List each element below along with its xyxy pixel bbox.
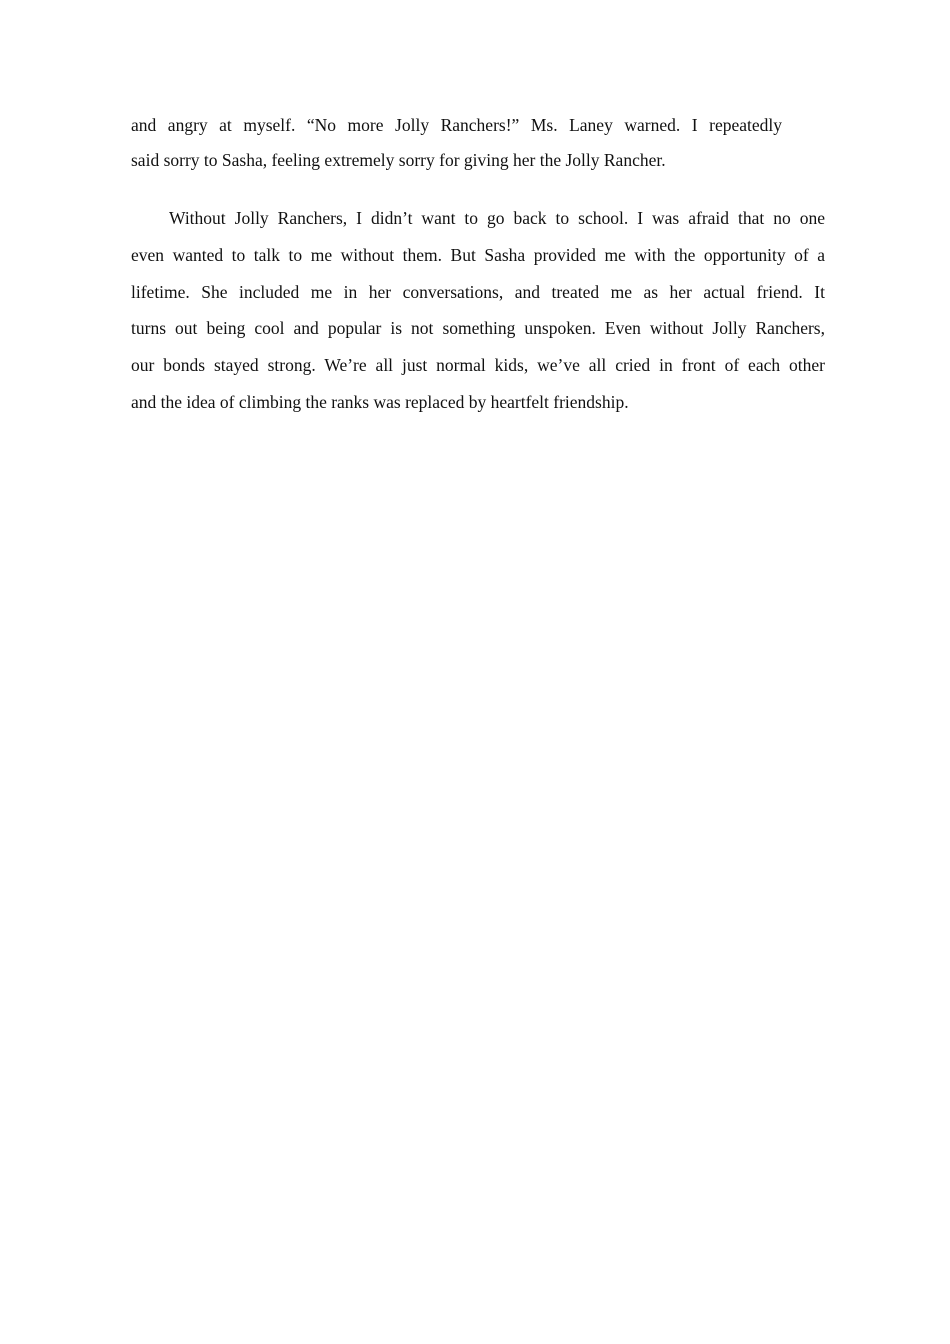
paragraph-2-line-4: turns out being cool and popular is not something unspoken. Even without Jolly Ranchers, [131,318,825,338]
paragraph-1-line-1: and angry at myself. “No more Jolly Ranchers!” Ms. Laney warned. I repeatedly [131,115,782,135]
paragraph-2-line-1: Without Jolly Ranchers, I didn’t want to go back to school. I was afraid that no one [169,208,825,228]
paragraph-2-line-2: even wanted to talk to me without them. But Sasha provided me with the opportunity of a [131,245,825,265]
paragraph-2-line-6: and the idea of climbing the ranks was replaced by heartfelt friendship. [131,392,629,412]
paragraph-2-line-3: lifetime. She included me in her conversations, and treated me as her actual friend. It [131,282,825,302]
paragraph-2-line-5: our bonds stayed strong. We’re all just normal kids, we’ve all cried in front of each other [131,355,825,375]
paragraph-1-line-2: said sorry to Sasha, feeling extremely sorry for giving her the Jolly Rancher. [131,150,666,170]
